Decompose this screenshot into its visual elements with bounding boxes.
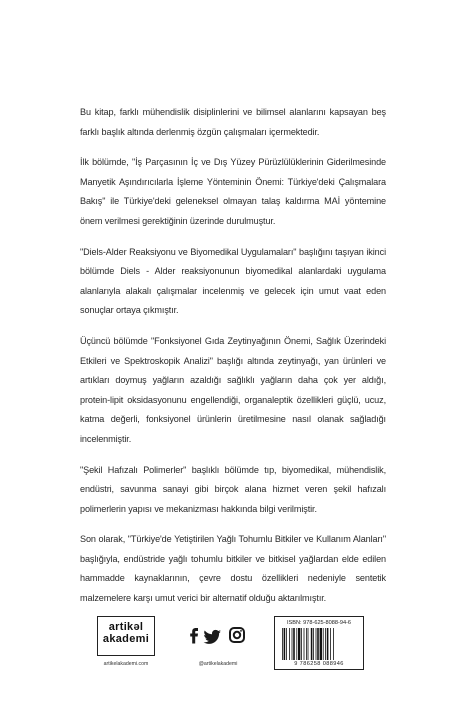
paragraph-chapter-5: Son olarak, "Türkiye'de Yetiştirilen Yağlı Tohumlu Bitkiler ve Kullanım Alanları" başlığıyla, endüstride yağlı tohumlu bitkiler ve bitkisel yağlardan elde edilen hammadde kaynaklarının, çevre dostu özellikleri nedeniyle sentetik malzemelere karşı umut verici bir alternatif olduğu aktarılmıştır.: [80, 534, 386, 604]
twitter-icon: [203, 630, 221, 644]
paragraph-chapter-4: "Şekil Hafızalı Polimerler" başlıklı bölümde tıp, biyomedikal, mühendislik, endüstri, savunma sanayi gibi birçok alana hizmet veren şekil hafızalı polimerlerin yapısı ve mekanizması hakkında bilgi verilmiştir.: [80, 464, 386, 514]
isbn-label: ISBN: 978-625-8088-94-6: [286, 620, 352, 626]
publisher-website: artikelakademi.com: [103, 661, 149, 667]
logo-line-2: akademi: [102, 633, 150, 645]
publisher-logo: [97, 616, 155, 656]
paragraph-chapter-3: Üçüncü bölümde "Fonksiyonel Gıda Zeytinyağının Önemi, Sağlık Üzerindeki Etkileri ve Spektroskopik Analizi" başlığı altında zeytinyağı, yan ürünleri ve artıkları doymuş yağların azaldığı sağlıklı yağların daha çok yer aldığı, protein-lipit oksidasyonunu engellendiği, organaleptik özellikleri güçlü, ucuz, katma değerli, fonksiyonel ürünlerin üretilmesine nasıl olanak sağladığı incelenmiştir.: [80, 335, 386, 444]
social-icons: [186, 624, 250, 646]
cover-footer: [0, 616, 452, 676]
isbn-barcode: [274, 616, 364, 670]
barcode-icon: [281, 628, 357, 660]
facebook-icon: [190, 628, 198, 644]
paragraph-chapter-2: "Diels-Alder Reaksiyonu ve Biyomedikal Uygulamaları" başlığını taşıyan ikinci bölümde Diels - Alder reaksiyonunun biyomedikal alanlardaki uygulama alanlarıyla alakalı çalışmalar incelenmiş ve gelecek için umut vaat eden sonuçlar ortaya çıkmıştır.: [80, 246, 386, 316]
paragraph-intro: Bu kitap, farklı mühendislik disiplinlerini ve bilimsel alanlarını kapsayan beş farklı başlık altında derlenmiş özgün çalışmaları içermektedir.: [80, 107, 386, 137]
social-handle: @artikelakademi: [198, 661, 238, 667]
instagram-icon: [230, 628, 244, 642]
logo-line-1: artikəl: [108, 621, 144, 633]
description-text: [80, 103, 386, 620]
paragraph-chapter-1: İlk bölümde, "İş Parçasının İç ve Dış Yüzey Pürüzlülüklerinin Giderilmesinde Manyetik Aşındırıcılarla İşleme Yönteminin Önemi: Türkiye'deki Çalışmalara Bakış" ile Türkiye'deki geleneksel olmayan talaş kaldırma MAİ yöntemine önem verilmesi gerektiğinin üzerinde durulmuştur.: [80, 157, 386, 226]
barcode-digits: 9 786258 088946: [294, 661, 344, 667]
